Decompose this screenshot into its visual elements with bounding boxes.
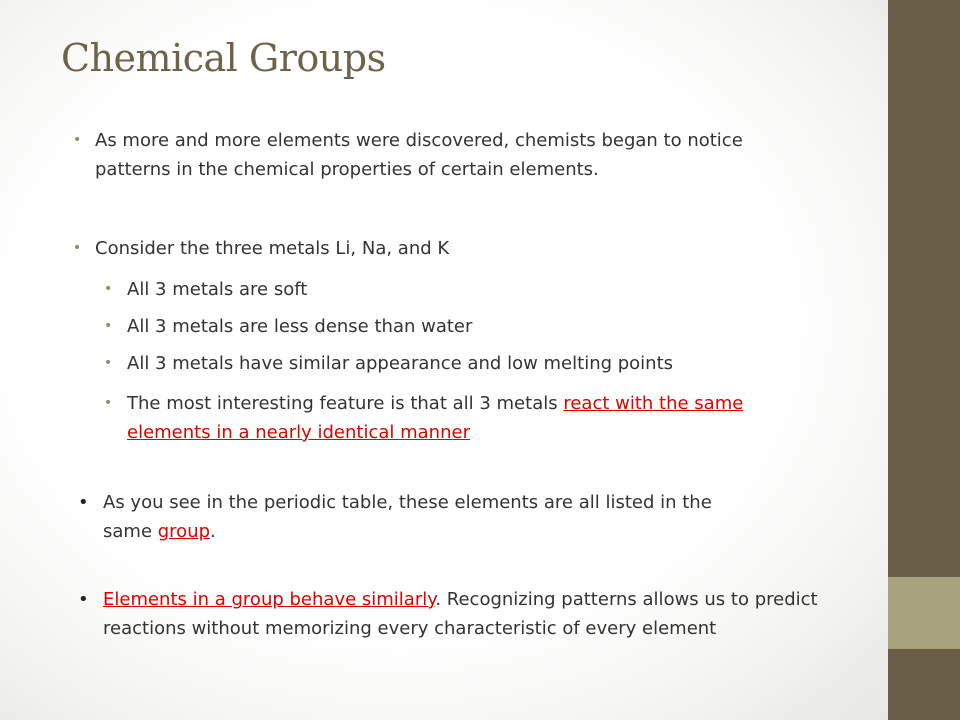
sub-bullet-soft xyxy=(127,275,827,304)
bullet-periodic-table-period: . xyxy=(210,521,216,542)
bullet-group-behavior-text: . Recognizing patterns allows us to predict reactions without memorizing every characteristic of every element xyxy=(103,589,818,639)
bullet-periodic-table xyxy=(103,488,713,546)
side-bar-accent xyxy=(888,577,960,649)
sub-bullet-density xyxy=(127,312,827,341)
bullet-dot-icon: • xyxy=(73,132,82,148)
bullet-dot-icon: • xyxy=(73,240,82,256)
sub-bullet-soft-text: All 3 metals are soft xyxy=(127,279,308,300)
sub-bullet-feature xyxy=(127,389,807,447)
sub-bullet-dot-icon: • xyxy=(104,281,113,297)
sub-bullet-dot-icon: • xyxy=(104,395,113,411)
bullet-discovery xyxy=(95,126,815,184)
highlight-reaction-link[interactable]: react with the same elements in a nearly identical manner xyxy=(127,393,744,443)
highlight-behavior-link[interactable]: Elements in a group behave similarly xyxy=(103,589,436,610)
bullet-consider xyxy=(95,234,815,263)
bullet-dot-icon: • xyxy=(78,589,89,610)
highlight-group-link[interactable]: group xyxy=(157,521,211,542)
bullet-consider-text: Consider the three metals Li, Na, and K xyxy=(95,238,450,259)
sub-bullet-appearance xyxy=(127,349,827,378)
bullet-discovery-text: As more and more elements were discovered, chemists began to notice patterns in the chemical properties of certain elements. xyxy=(95,130,743,180)
bullet-group-behavior xyxy=(103,585,838,643)
slide-title: Chemical Groups xyxy=(61,36,386,80)
sub-bullet-dot-icon: • xyxy=(104,318,113,334)
bullet-periodic-table-text: As you see in the periodic table, these elements are all listed in the same xyxy=(103,492,712,542)
sub-bullet-feature-text: The most interesting feature is that all 3 metals xyxy=(127,393,564,414)
bullet-dot-icon: • xyxy=(78,492,89,513)
sub-bullet-dot-icon: • xyxy=(104,355,113,371)
sub-bullet-density-text: All 3 metals are less dense than water xyxy=(127,316,473,337)
sub-bullet-appearance-text: All 3 metals have similar appearance and low melting points xyxy=(127,353,674,374)
